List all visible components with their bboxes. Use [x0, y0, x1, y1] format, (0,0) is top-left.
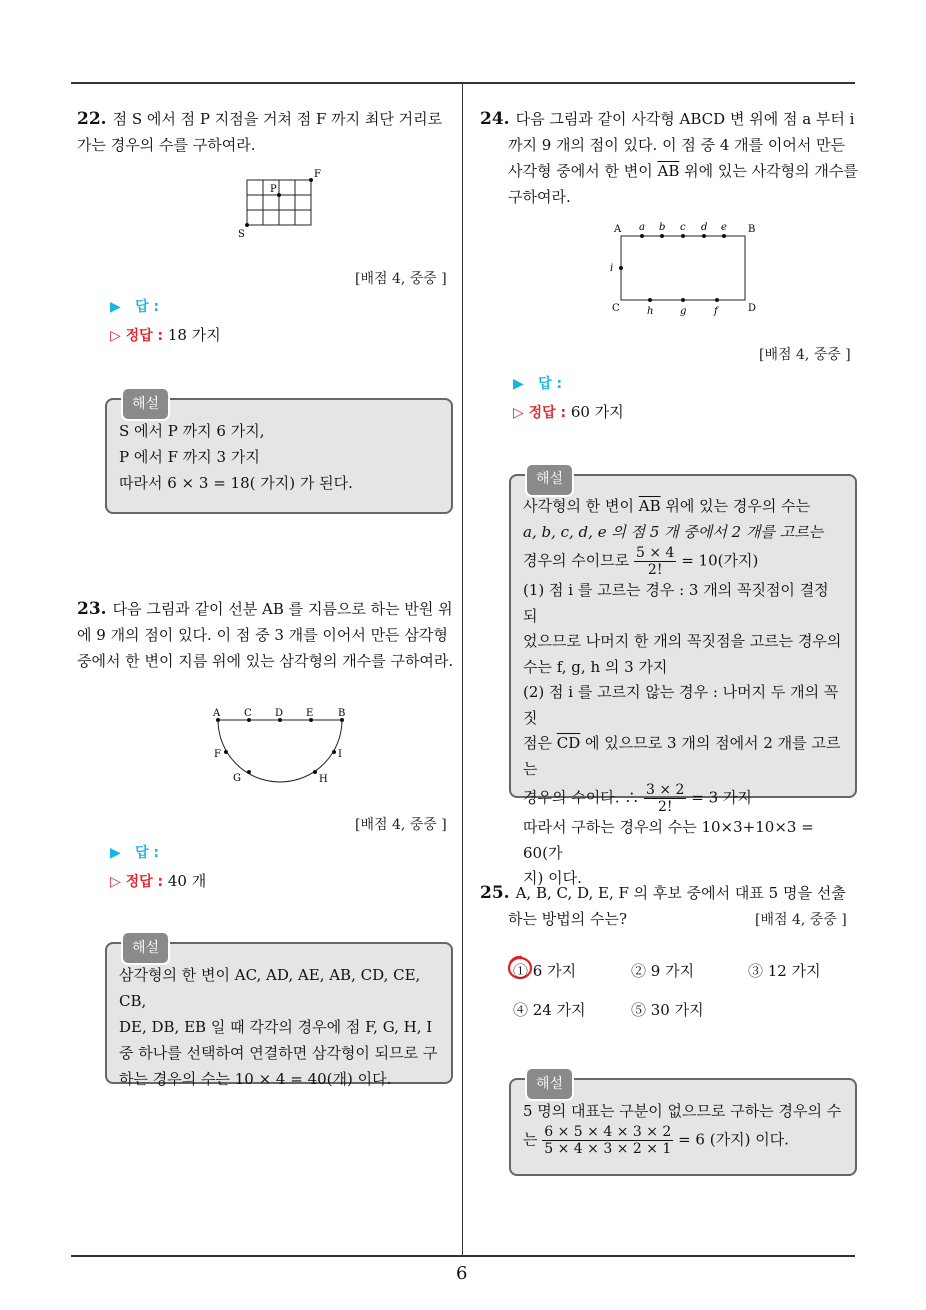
solution-box [105, 940, 453, 1088]
segment-AB: $\overline{AB}$ [657, 162, 680, 180]
label-H: H [319, 774, 328, 785]
label-D: D [748, 303, 757, 314]
label-B: B [338, 708, 346, 719]
correct-answer-row [513, 401, 624, 422]
score: [배점 4, 중중 ] [355, 271, 447, 287]
correct-value: 40 개 [167, 872, 207, 890]
question-text: 하는 방법의 수는? [508, 910, 628, 928]
label-h: h [647, 306, 654, 317]
choice-3[interactable]: ③ 12 가지 [748, 962, 821, 980]
label-f: f [714, 306, 718, 317]
solution-tag: 해설 [525, 1067, 574, 1101]
question-text: A, B, C, D, E, F 의 후보 중에서 대표 5 명을 선출 [515, 884, 846, 902]
label-A: A [213, 708, 221, 719]
correct-label: 정답 : [125, 328, 164, 344]
answer-label: 답 : [135, 299, 160, 315]
correct-label: 정답 : [528, 405, 567, 421]
rectangle-diagram [606, 218, 762, 318]
solution-text: a, b, c, d, e 의 점 5 개 중에서 2 개를 고르는 [523, 522, 824, 541]
solution-text: 지) 이다. [523, 869, 582, 887]
solution-line: S 에서 P 까지 6 가지, [119, 422, 265, 440]
answer-row [110, 296, 159, 316]
solution-text: (2) 점 i 를 고르지 않는 경우 : 나머지 두 개의 꼭짓 [523, 683, 839, 727]
solution-text: 는 [523, 1130, 543, 1149]
score: [배점 4, 중중 ] [355, 817, 447, 833]
arrow-outline-icon: ▷ [110, 874, 121, 890]
answer-label: 답 : [135, 845, 160, 861]
solution-line: DE, DB, EB 일 때 각각의 경우에 점 F, G, H, I [119, 1018, 433, 1036]
answer-label: 답 : [538, 376, 563, 392]
question-text: 다음 그림과 같이 사각형 ABCD 변 위에 점 a 부터 i [515, 110, 855, 128]
solution-line: 삼각형의 한 변이 AC, AD, AE, AB, CD, CE, CB, [119, 966, 421, 1010]
solution-text: 사각형의 한 변이 [523, 497, 639, 515]
label-i: i [610, 263, 614, 274]
correct-label: 정답 : [125, 874, 164, 890]
label-g: g [680, 306, 687, 317]
solution-text: 따라서 구하는 경우의 수는 10×3+10×3 = 60(가 [523, 818, 814, 862]
fraction [542, 1124, 673, 1157]
solution-tag: 해설 [121, 931, 170, 965]
choice-5[interactable]: ⑤ 30 가지 [631, 1001, 704, 1019]
correct-value: 18 가지 [167, 326, 221, 344]
solution-line: 하는 경우의 수는 10 × 4 = 40(개) 이다. [119, 1070, 392, 1088]
label-G: G [233, 773, 241, 784]
label-A: A [614, 224, 622, 235]
question-text: 까지 9 개의 점이 있다. 이 점 중 4 개를 이어서 만든 [508, 136, 846, 154]
label-E: E [306, 708, 314, 719]
label-S: S [238, 229, 245, 238]
arrow-outline-icon: ▷ [513, 405, 524, 421]
solution-text: 수는 f, g, h 의 3 가지 [523, 657, 668, 676]
solution-text: 점은 [523, 734, 557, 752]
arrow-icon: ▶ [110, 299, 121, 315]
correct-answer-row [110, 870, 206, 891]
page-number: 6 [456, 1263, 468, 1284]
question-23 [77, 596, 455, 674]
solution-text: = 10(가지) [676, 551, 759, 570]
label-C: C [244, 708, 252, 719]
choice-1[interactable]: ① 6 가지 [513, 962, 577, 980]
solution-line: 중 하나를 선택하여 연결하면 삼각형이 되므로 구 [119, 1044, 438, 1062]
question-24 [480, 106, 858, 210]
solution-box [105, 398, 453, 514]
question-number: 22. [77, 109, 107, 129]
label-b: b [659, 222, 666, 233]
choice-2[interactable]: ② 9 가지 [631, 962, 695, 980]
fraction [634, 545, 676, 578]
question-number: 23. [77, 599, 107, 619]
solution-tag: 해설 [121, 387, 170, 421]
question-number: 25. [480, 883, 510, 903]
label-P: P [270, 184, 277, 195]
solution-text: 위에 있는 경우의 수는 [660, 497, 811, 515]
arrow-icon: ▶ [110, 845, 121, 861]
solution-text: (1) 점 i 를 고르는 경우 : 3 개의 꼭짓점이 결정되 [523, 581, 829, 625]
label-d: d [701, 222, 708, 233]
solution-box [509, 1078, 857, 1176]
question-22 [77, 106, 455, 158]
solution-text: = 3 가지 [686, 788, 752, 807]
segment-AB: $\overline{AB}$ [638, 497, 661, 515]
label-I: I [338, 749, 342, 760]
arrow-icon: ▶ [513, 376, 524, 392]
grid-diagram [230, 166, 330, 238]
correct-answer-row [110, 324, 221, 345]
segment-CD: $\overline{CD}$ [556, 734, 581, 752]
label-F: F [314, 169, 321, 180]
question-text: 점 S 에서 점 P 지점을 거쳐 점 F 까지 최단 거리로 가는 경우의 수를 구하여라. [77, 110, 443, 154]
choice-4[interactable]: ④ 24 가지 [513, 1001, 586, 1019]
correct-value: 60 가지 [570, 403, 624, 421]
fraction [644, 782, 686, 815]
fraction-denominator: 5 × 4 × 3 × 2 × 1 [544, 1141, 672, 1157]
semicircle-diagram [205, 704, 355, 788]
answer-row [110, 842, 159, 862]
question-text: 위에 있는 사각형의 개수를 [679, 162, 858, 180]
fraction-denominator: 2! [647, 562, 663, 578]
score: [배점 4, 중중 ] [759, 347, 851, 363]
label-e: e [721, 222, 727, 233]
fraction-numerator: 5 × 4 [635, 545, 675, 561]
label-C: C [612, 303, 620, 314]
label-c: c [680, 222, 686, 233]
question-number: 24. [480, 109, 510, 129]
label-B: B [748, 224, 756, 235]
solution-text: = 6 (가지) 이다. [673, 1130, 789, 1149]
solution-tag: 해설 [525, 463, 574, 497]
question-text: 사각형 중에서 한 변이 [508, 162, 658, 180]
solution-box [509, 471, 857, 887]
arrow-outline-icon: ▷ [110, 328, 121, 344]
label-a: a [639, 222, 645, 233]
question-text: 다음 그림과 같이 선분 AB 를 지름으로 하는 반원 위에 9 개의 점이 있다. 이 점 중 3 개를 이어서 만든 삼각형 중에서 한 변이 지름 위에 있는 삼각형의 개수를 구하여라. [77, 600, 454, 670]
solution-text: 에 있으므로 3 개의 점에서 2 개를 고르는 [523, 734, 841, 778]
solution-line: P 에서 F 까지 3 가지 [119, 448, 260, 466]
solution-text: 었으므로 나머지 한 개의 꼭짓점을 고르는 경우의 [523, 632, 842, 650]
fraction-denominator: 2! [657, 799, 673, 815]
fraction-numerator: 3 × 2 [646, 782, 685, 798]
question-text: 구하여라. [508, 188, 571, 206]
column-divider [462, 83, 463, 1256]
solution-text: 경우의 수이다. ∴ [523, 788, 645, 807]
answer-row [513, 373, 562, 393]
label-F: F [214, 749, 221, 760]
solution-line: 따라서 6 × 3 = 18( 가지) 가 된다. [119, 474, 353, 492]
solution-text: 5 명의 대표는 구분이 없으므로 구하는 경우의 수 [523, 1102, 842, 1120]
label-D: D [275, 708, 284, 719]
fraction-numerator: 6 × 5 × 4 × 3 × 2 [544, 1124, 672, 1140]
bottom-rule [71, 1255, 855, 1257]
top-rule [71, 82, 855, 84]
solution-text: 경우의 수이므로 [523, 551, 634, 570]
score: [배점 4, 중중 ] [755, 912, 847, 928]
